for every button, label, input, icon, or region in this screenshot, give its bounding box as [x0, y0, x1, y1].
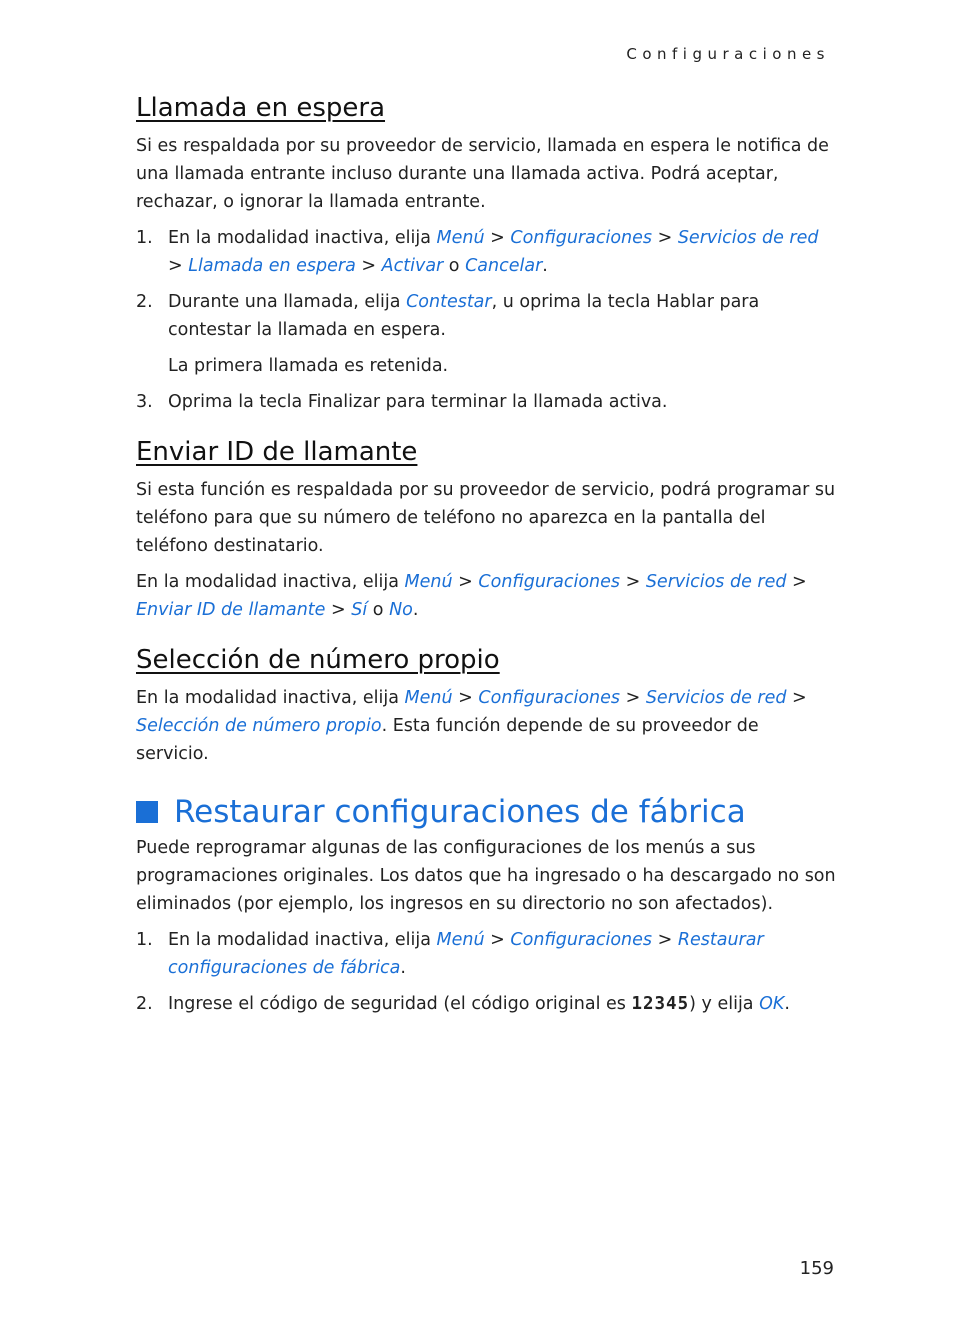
page-content: [136, 90, 836, 1026]
steps-list: [136, 224, 836, 344]
page-number: 159: [799, 1258, 834, 1279]
menu-link: Menú: [404, 572, 453, 592]
step-number: 2.: [136, 292, 153, 312]
config-link: Configuraciones: [478, 572, 621, 592]
list-item: [136, 224, 836, 280]
section-call-waiting: [136, 90, 836, 416]
chapter-title: Restaurar configuraciones de fábrica: [174, 794, 746, 830]
send-caller-id-link: Enviar ID de llamante: [136, 600, 326, 620]
heading-square-icon: [136, 801, 158, 823]
list-item: [136, 288, 836, 344]
network-services-link: Servicios de red: [677, 228, 819, 248]
call-waiting-link: Llamada en espera: [188, 256, 356, 276]
section-send-caller-id: [136, 434, 836, 624]
config-link: Configuraciones: [510, 228, 653, 248]
menu-link: Menú: [404, 688, 453, 708]
yes-link: Sí: [351, 600, 368, 620]
security-code: 12345: [631, 994, 690, 1014]
restore-defaults-link: Restaurar configuraciones de fábrica: [168, 930, 764, 978]
section-factory-reset: [136, 792, 836, 1018]
section-intro: Puede reprogramar algunas de las configuraciones de los menús a sus programaciones originales. Los datos que ha ingresado o ha descargado no son eliminados (por ejemplo, los ingresos en su directorio no son afectados).: [136, 838, 836, 914]
step-number: 2.: [136, 994, 153, 1014]
chapter-heading: [136, 792, 836, 832]
running-header: Configuraciones: [626, 45, 830, 63]
steps-list: [136, 926, 836, 1018]
menu-path: En la modalidad inactiva, elija Menú > Configuraciones > Servicios de red > Selección de número propio. Esta función depende de su proveedor de servicio.: [136, 688, 807, 764]
menu-link: Menú: [436, 930, 485, 950]
list-item: [136, 388, 836, 416]
list-item: [136, 990, 836, 1018]
own-number-link: Selección de número propio: [136, 716, 382, 736]
step-text: Oprima la tecla Finalizar para terminar la llamada activa.: [168, 392, 668, 412]
ok-link: OK: [759, 994, 785, 1014]
section-intro: Si esta función es respaldada por su proveedor de servicio, podrá programar su teléfono para que su número de teléfono no aparezca en la pantalla del teléfono destinatario.: [136, 480, 836, 556]
cancel-link: Cancelar: [465, 256, 543, 276]
step-note: La primera llamada es retenida.: [168, 356, 449, 376]
list-item: [136, 926, 836, 982]
step-text: En la modalidad inactiva, elija Menú > Configuraciones > Servicios de red > Llamada en espera > Activar o Cancelar.: [168, 228, 819, 276]
no-link: No: [389, 600, 413, 620]
step-number: 1.: [136, 930, 153, 950]
step-text: Ingrese el código de seguridad (el código original es 12345) y elija OK.: [168, 994, 790, 1014]
menu-path: En la modalidad inactiva, elija Menú > Configuraciones > Servicios de red > Enviar ID de llamante > Sí o No.: [136, 572, 807, 620]
config-link: Configuraciones: [478, 688, 621, 708]
answer-link: Contestar: [406, 292, 492, 312]
step-text: En la modalidad inactiva, elija Menú > Configuraciones > Restaurar configuraciones de fábrica.: [168, 930, 764, 978]
section-title: Enviar ID de llamante: [136, 437, 418, 467]
step-number: 3.: [136, 392, 153, 412]
step-number: 1.: [136, 228, 153, 248]
section-title: Selección de número propio: [136, 645, 500, 675]
config-link: Configuraciones: [510, 930, 653, 950]
activate-link: Activar: [381, 256, 444, 276]
section-own-number: [136, 642, 836, 768]
steps-list: [136, 388, 836, 416]
section-intro: Si es respaldada por su proveedor de servicio, llamada en espera le notifica de una llamada entrante incluso durante una llamada activa. Podrá aceptar, rechazar, o ignorar la llamada entrante.: [136, 136, 829, 212]
network-services-link: Servicios de red: [645, 688, 787, 708]
menu-link: Menú: [436, 228, 485, 248]
network-services-link: Servicios de red: [645, 572, 787, 592]
step-text: Durante una llamada, elija Contestar, u oprima la tecla Hablar para contestar la llamada en espera.: [168, 292, 760, 340]
section-title: Llamada en espera: [136, 93, 386, 123]
